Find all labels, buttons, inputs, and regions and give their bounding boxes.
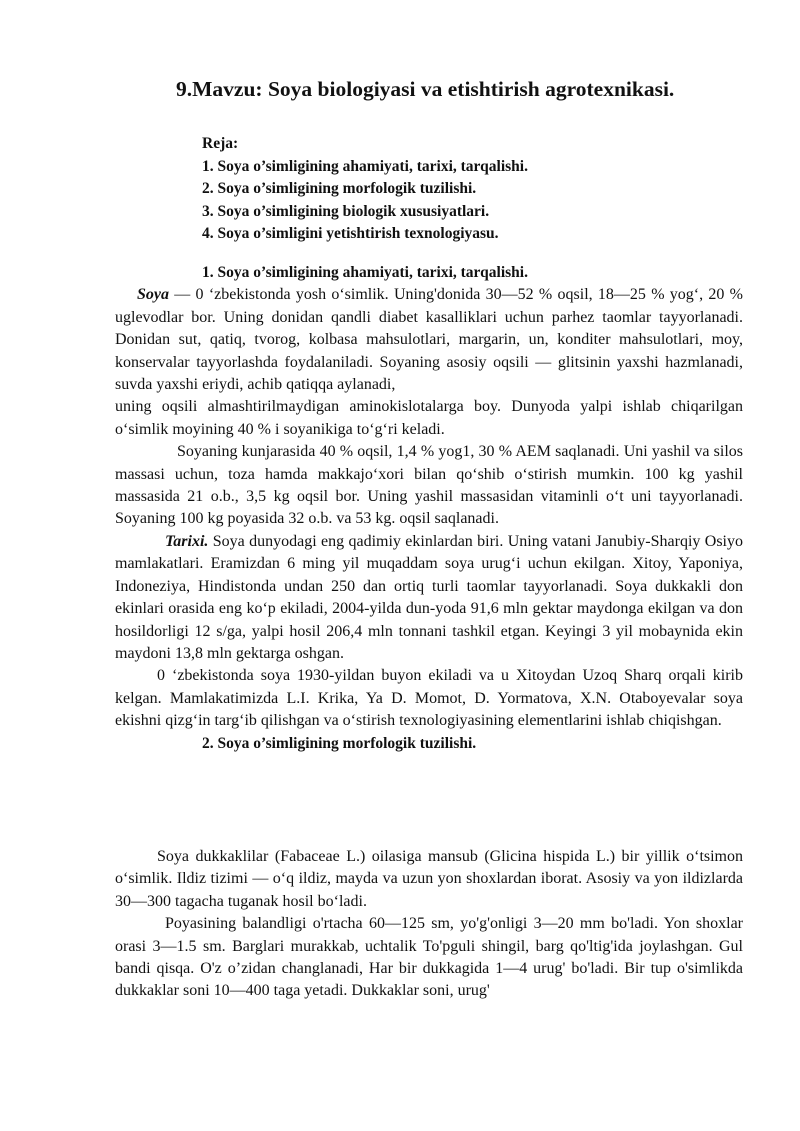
paragraph-text: — 0 ‘zbekistonda yosh o‘simlik. Uning'donida 30—52 % oqsil, 18—25 % yog‘, 20 % uglevodlar bor. Uning donidan qandli diabet kasalliklari uchun parhez taomlar tayyorlanadi. Donidan sut, qatiq, tvorog, kolbasa mahsulotlari, margarin, un, konditer mahsulotlari, moy, konservalar tayyorlashda foydalaniladi. Soyaning asosiy oqsili — glitsinin yaxshi hazmlanadi, suvda yaxshi eriydi, achib qatiqqa aylanadi,	[115, 286, 743, 394]
section-2	[115, 846, 743, 1003]
paragraph	[115, 531, 743, 665]
plan-item: 4. Soya o’simligini yetishtirish texnologiyasu.	[202, 225, 499, 242]
paragraph	[115, 284, 743, 396]
plan-item: 1. Soya o’simligining ahamiyati, tarixi, tarqalishi.	[202, 157, 528, 175]
paragraph: uning oqsili almashtirilmaydigan aminokislotalarga boy. Dunyoda yalpi ishlab chiqarilgan o‘simlik moyining 40 % i soyanikiga to‘g‘ri keladi.	[115, 398, 743, 438]
paragraph-text: Soya dunyodagi eng qadimiy ekinlardan biri. Uning vatani Janubiy-Sharqiy Osiyo mamlakatlari. Eramizdan 6 ming yil muqaddam soya urug‘i uchun ekilgan. Xitoy, Yaponiya, Indoneziya, Hindistonda undan 250 dan ortiq turli taomlar tayyorlanadi. Soya dukkakli don ekinlari orasida eng ko‘p ekiladi, 2004-yilda dun-yoda 91,6 mln gektar maydonga ekilgan va don hosildorligi 12 s/ga, yalpi hosil 206,4 mln tonnani tashkil etgan. Keyingi 3 yil mobaynida ekin maydoni 13,8 mln gektarga oshgan.	[115, 532, 743, 662]
section-1	[115, 262, 743, 755]
keyword-tarixi: Tarixi.	[165, 532, 209, 550]
keyword-soya: Soya	[137, 286, 169, 304]
plan-block	[202, 133, 762, 246]
plan-item: 2. Soya o’simligining morfologik tuzilishi.	[202, 180, 477, 197]
plan-item: 3. Soya o’simligining biologik xususiyatlari.	[202, 202, 490, 220]
paragraph: Poyasining balandligi o'rtacha 60—125 sm, yo'g'onligi 3—20 mm bo'ladi. Yon shoxlar orasi 3—1.5 sm. Barglari murakkab, uchtalik To'pguli shingil, barg qo'ltig'ida joylashgan. Gul bandi qisqa. O'z o’zidan changlanadi, Har bir dukkagida 1―4 urug' bo'ladi. Bir tup o'simlikda dukkaklar soni 10―400 taga yetadi. Dukkaklar soni, urug'	[115, 915, 743, 1000]
paragraph: 0 ‘zbekistonda soya 1930-yildan buyon ekiladi va u Xitoydan Uzoq Sharq orqali kirib kelgan. Mamlakatimizda L.I. Krika, Ya D. Momot, D. Yormatova, X.N. Otaboyevalar soya ekishni qizg‘in targ‘ib qilishgan va o‘stirish texnologiyasining elementlarini ishlab chiqishgan.	[115, 667, 743, 730]
paragraph: Soya dukkaklilar (Fabaceae L.) oilasiga mansub (Glicina hispida L.) bir yillik o‘tsimon o‘simlik. Ildiz tizimi — o‘q ildiz, mayda va uzun yon shoxlardan iborat. Asosiy va yon ildizlarda 30—300 tagacha tuganak hosil bo‘ladi.	[115, 848, 743, 910]
section-1-heading: 1. Soya o’simligining ahamiyati, tarixi, tarqalishi.	[202, 264, 528, 281]
page-title: 9.Mavzu: Soya biologiyasi va etishtirish agrotexnikasi.	[176, 77, 675, 101]
section-2-heading: 2. Soya o’simligining morfologik tuzilishi.	[202, 734, 477, 752]
paragraph: Soyaning kunjarasida 40 % oqsil, 1,4 % yog1, 30 % AEM saqlanadi. Uni yashil va silos massasi uchun, toza hamda makkajo‘xori bilan qo‘shib o‘stirish mumkin. 100 kg yashil massasida 21 o.b., 3,5 kg oqsil bor. Uning yashil massasidan vitaminli o‘t uni tayyorlanadi. Soyaning 100 kg poyasida 32 o.b. va 53 kg. oqsil saqlanadi.	[115, 443, 743, 528]
plan-heading: Reja:	[202, 135, 239, 152]
